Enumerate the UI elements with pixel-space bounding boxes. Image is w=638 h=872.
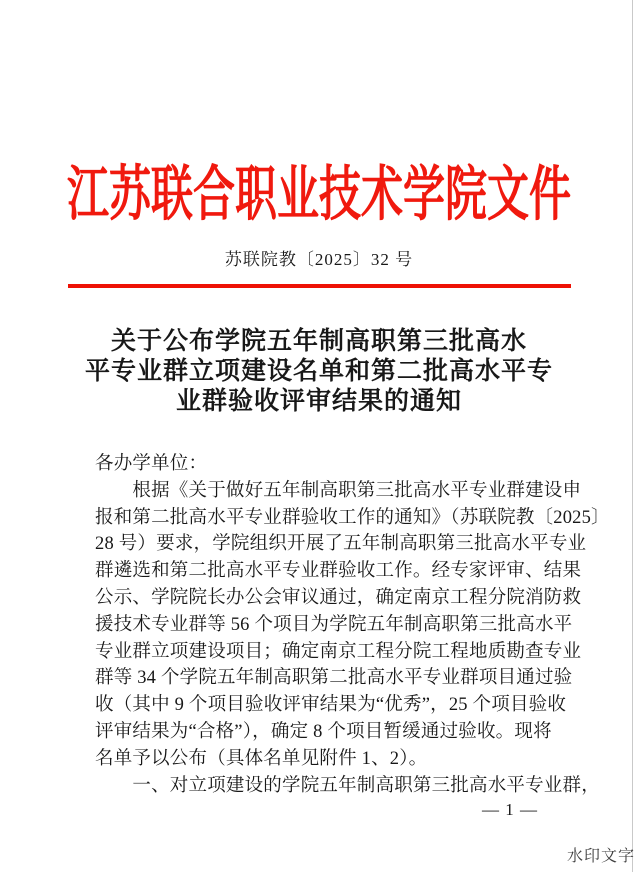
red-separator-rule: [68, 284, 571, 288]
body-line: 群遴选和第二批高水平专业群验收工作。经专家评审、结果: [95, 561, 582, 582]
document-number: 苏联院教〔2025〕32 号: [224, 250, 414, 269]
body-line: 公示、学院院长办公会审议通过，确定南京工程分院消防救: [95, 587, 582, 608]
watermark-text: 水印文字: [566, 848, 635, 865]
body-line: 报和第二批高水平专业群验收工作的通知》（苏联院教〔2025〕: [95, 507, 610, 528]
notice-title-line: 关于公布学院五年制高职第三批高水: [110, 328, 527, 355]
body-line: 援技术专业群等 56 个项目为学院五年制高职第三批高水平: [95, 614, 573, 635]
page-edge-divider: [632, 0, 633, 872]
body-line: 专业群立项建设项目；确定南京工程分院工程地质勘查专业: [95, 641, 582, 662]
body-line: 群等 34 个学院五年制高职第二批高水平专业群项目通过验: [95, 668, 573, 689]
body-line: 名单予以公布（具体名单见附件 1、2）。: [95, 748, 428, 769]
notice-title-line: 业群验收评审结果的通知: [175, 388, 462, 415]
page-number: — 1 —: [482, 800, 538, 819]
body-line: 评审结果为“合格”），确定 8 个项目暂缓通过验收。现将: [95, 721, 552, 742]
notice-title: [34, 327, 604, 417]
body-line: 收（其中 9 个项目验收评审结果为“优秀”，25 个项目验收: [95, 695, 567, 716]
notice-title-line: 平专业群立项建设名单和第二批高水平专: [84, 358, 553, 385]
body-line: 28 号）要求，学院组织开展了五年制高职第三批高水平专业: [95, 534, 587, 555]
letterhead-title: 江苏联合职业技术学院文件: [66, 163, 571, 229]
body-line-salutation: 各办学单位：: [95, 454, 208, 474]
notice-body: [95, 451, 610, 799]
body-line: 一、对立项建设的学院五年制高职第三批高水平专业群，: [95, 775, 600, 796]
body-line: 根据《关于做好五年制高职第三批高水平专业群建设申: [95, 480, 582, 501]
